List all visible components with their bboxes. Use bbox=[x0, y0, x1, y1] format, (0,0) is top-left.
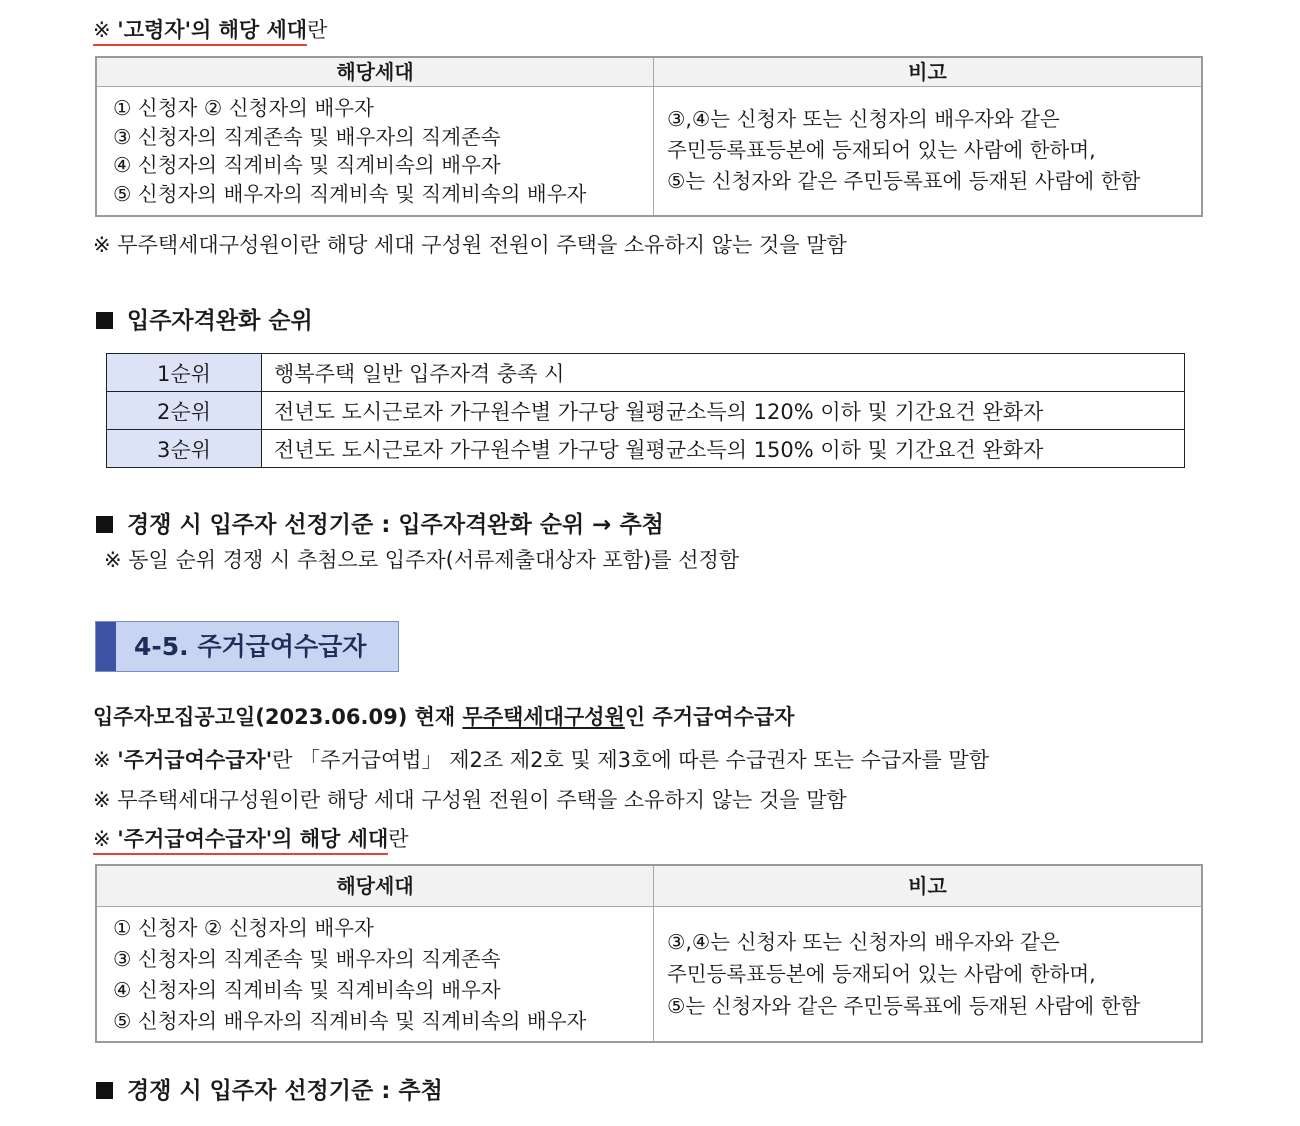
caption-term-suffix: 의 해당 세대 bbox=[272, 827, 389, 851]
remarks-line: ③,④는 신청자 또는 신청자의 배우자와 같은 bbox=[667, 930, 1060, 954]
ranking-table bbox=[106, 353, 1185, 468]
household-item: ③ 신청자의 직계존속 및 배우자의 직계존속 bbox=[113, 124, 501, 149]
table-row bbox=[107, 430, 1185, 468]
caption-tail: 란 bbox=[388, 827, 409, 851]
household-table-2 bbox=[95, 864, 1203, 1043]
ranking-heading-text: 입주자격완화 순위 bbox=[127, 308, 313, 334]
rank-label: 2순위 bbox=[107, 392, 262, 430]
caption-quoted-term: '고령자' bbox=[117, 18, 192, 42]
note-mark: ※ bbox=[93, 748, 118, 772]
competition-heading-1-text: 경쟁 시 입주자 선정기준 : 입주자격완화 순위 → 추첨 bbox=[127, 512, 664, 538]
caption-mark: ※ bbox=[93, 18, 111, 42]
competition-note-1: ※ 동일 순위 경쟁 시 추첨으로 입주자(서류제출대상자 포함)를 선정함 bbox=[104, 548, 740, 572]
benefit-household-caption bbox=[93, 823, 409, 853]
note-no-house-2: ※ 무주택세대구성원이란 해당 세대 구성원 전원이 주택을 소유하지 않는 것을 말함 bbox=[93, 788, 847, 812]
section-title-box bbox=[95, 621, 399, 672]
rank-description: 전년도 도시근로자 가구원수별 가구당 월평균소득의 150% 이하 및 기간요건 완화자 bbox=[262, 430, 1185, 468]
elderly-household-caption bbox=[93, 14, 327, 44]
eligibility-suffix: 인 주거급여수급자 bbox=[624, 705, 795, 729]
table-header-remarks: 비고 bbox=[654, 58, 1201, 87]
household-list bbox=[113, 913, 586, 1037]
eligibility-line bbox=[93, 701, 794, 731]
remarks-line: 주민등록표등본에 등재되어 있는 사람에 한하며, bbox=[667, 138, 1096, 162]
household-item: ⑤ 신청자의 배우자의 직계비속 및 직계비속의 배우자 bbox=[113, 181, 587, 206]
square-bullet-icon bbox=[96, 312, 113, 329]
household-item: ④ 신청자의 직계비속 및 직계비속의 배우자 bbox=[113, 153, 501, 177]
table-header-household: 해당세대 bbox=[97, 866, 653, 907]
remarks-text bbox=[667, 926, 1140, 1022]
ranking-heading bbox=[96, 302, 313, 335]
competition-heading-2 bbox=[96, 1072, 443, 1105]
eligibility-underlined-term: 무주택세대구성원 bbox=[462, 705, 625, 729]
household-item: ① 신청자 ② 신청자의 배우자 bbox=[113, 96, 374, 120]
rank-label: 1순위 bbox=[107, 354, 262, 392]
rank-description: 전년도 도시근로자 가구원수별 가구당 월평균소득의 120% 이하 및 기간요건 완화자 bbox=[262, 392, 1185, 430]
table-header-household: 해당세대 bbox=[97, 58, 653, 87]
household-list bbox=[113, 94, 586, 208]
note-quoted-term: '주거급여수급자' bbox=[117, 748, 273, 772]
section-title: 4-5. 주거급여수급자 bbox=[134, 632, 367, 661]
competition-heading-1 bbox=[96, 506, 664, 539]
remarks-line: ⑤는 신청자와 같은 주민등록표에 등재된 사람에 한함 bbox=[667, 994, 1141, 1018]
remarks-text bbox=[667, 104, 1140, 197]
household-item: ⑤ 신청자의 배우자의 직계비속 및 직계비속의 배우자 bbox=[113, 1009, 587, 1033]
caption-mark: ※ bbox=[93, 827, 111, 851]
household-table-1 bbox=[95, 56, 1203, 217]
note-no-house-1: ※ 무주택세대구성원이란 해당 세대 구성원 전원이 주택을 소유하지 않는 것을 말함 bbox=[93, 233, 847, 257]
competition-heading-2-text: 경쟁 시 입주자 선정기준 : 추첨 bbox=[127, 1078, 443, 1104]
square-bullet-icon bbox=[96, 516, 113, 533]
household-item: ③ 신청자의 직계존속 및 배우자의 직계존속 bbox=[113, 947, 501, 971]
square-bullet-icon bbox=[96, 1082, 113, 1099]
household-item: ④ 신청자의 직계비속 및 직계비속의 배우자 bbox=[113, 978, 501, 1002]
rank-label: 3순위 bbox=[107, 430, 262, 468]
remarks-line: 주민등록표등본에 등재되어 있는 사람에 한하며, bbox=[667, 962, 1096, 986]
caption-tail: 란 bbox=[307, 18, 328, 42]
table-row bbox=[107, 354, 1185, 392]
housing-benefit-note bbox=[93, 744, 989, 774]
table-row bbox=[107, 392, 1185, 430]
eligibility-prefix: 입주자모집공고일(2023.06.09) 현재 bbox=[93, 705, 463, 729]
section-accent-bar bbox=[96, 622, 116, 671]
caption-quoted-term: '주거급여수급자' bbox=[117, 827, 273, 851]
note-rest: 란 「주거급여법」 제2조 제2호 및 제3호에 따른 수급권자 또는 수급자를 말함 bbox=[272, 748, 989, 772]
household-item: ① 신청자 ② 신청자의 배우자 bbox=[113, 916, 374, 940]
table-header-remarks: 비고 bbox=[654, 866, 1201, 907]
remarks-line: ⑤는 신청자와 같은 주민등록표에 등재된 사람에 한함 bbox=[667, 169, 1141, 193]
caption-term-suffix: 의 해당 세대 bbox=[191, 18, 308, 42]
rank-description: 행복주택 일반 입주자격 충족 시 bbox=[262, 354, 1185, 392]
remarks-line: ③,④는 신청자 또는 신청자의 배우자와 같은 bbox=[667, 107, 1060, 131]
